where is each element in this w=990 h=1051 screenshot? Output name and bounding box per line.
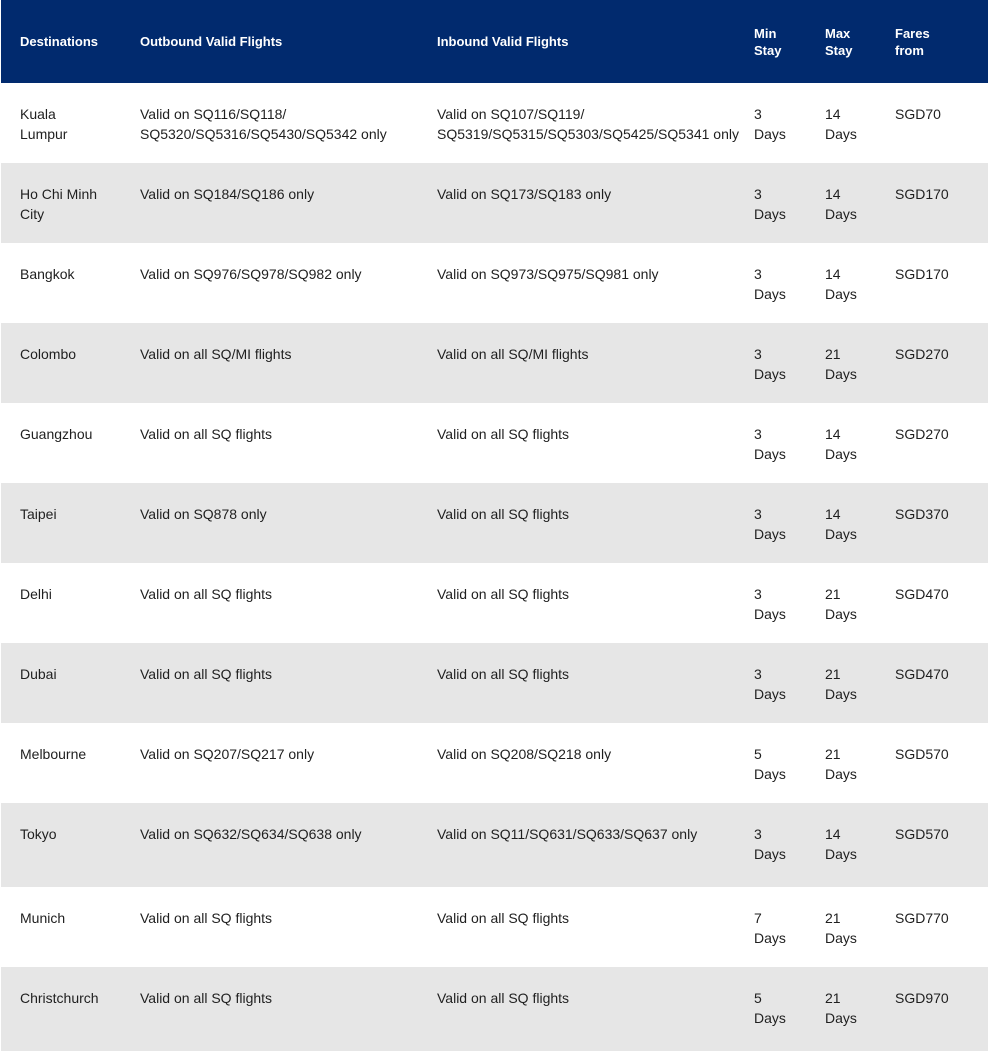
- destination-cell: [1, 403, 121, 483]
- max-stay-cell: [824, 483, 895, 563]
- outbound-line2: SQ5320/SQ5316/SQ5430/SQ5342 only: [140, 126, 387, 142]
- inbound-line1: Valid on SQ973/SQ975/SQ981 only: [437, 266, 659, 282]
- max-stay-unit: Days: [825, 686, 857, 702]
- max-stay-value: 14: [825, 106, 841, 122]
- outbound-cell: [121, 323, 418, 403]
- min-stay-value: 3: [754, 506, 762, 522]
- fares-table: [1, 0, 988, 1051]
- max-stay-value: 21: [825, 346, 841, 362]
- destination-line1: Tokyo: [20, 826, 57, 842]
- outbound-line1: Valid on SQ878 only: [140, 506, 267, 522]
- destination-cell: [1, 163, 121, 243]
- min-stay-value: 7: [754, 910, 762, 926]
- table-body: [1, 83, 988, 1051]
- max-stay-value: 21: [825, 990, 841, 1006]
- header-inbound: Inbound Valid Flights: [437, 34, 569, 49]
- fare-cell: [895, 887, 988, 967]
- inbound-cell: [418, 967, 753, 1051]
- max-stay-unit: Days: [825, 846, 857, 862]
- max-stay-unit: Days: [825, 446, 857, 462]
- min-stay-value: 3: [754, 106, 762, 122]
- min-stay-value: 3: [754, 426, 762, 442]
- fare-cell: [895, 723, 988, 803]
- min-stay-unit: Days: [754, 1010, 786, 1026]
- outbound-cell: [121, 723, 418, 803]
- min-stay-unit: Days: [754, 846, 786, 862]
- inbound-line1: Valid on all SQ flights: [437, 586, 570, 602]
- min-stay-unit: Days: [754, 606, 786, 622]
- max-stay-unit: Days: [825, 286, 857, 302]
- min-stay-cell: [753, 803, 824, 887]
- outbound-cell: [121, 643, 418, 723]
- fare-value: SGD270: [895, 346, 949, 362]
- table-row: [1, 967, 988, 1051]
- min-stay-cell: [753, 403, 824, 483]
- outbound-line1: Valid on all SQ flights: [140, 586, 273, 602]
- fare-cell: [895, 483, 988, 563]
- destination-cell: [1, 483, 121, 563]
- min-stay-unit: Days: [754, 766, 786, 782]
- max-stay-unit: Days: [825, 766, 857, 782]
- min-stay-cell: [753, 243, 824, 323]
- header-min-stay-line1: Min: [754, 25, 777, 41]
- fare-cell: [895, 243, 988, 323]
- max-stay-unit: Days: [825, 206, 857, 222]
- destination-line1: Guangzhou: [20, 426, 93, 442]
- destination-line1: Delhi: [20, 586, 52, 602]
- outbound-cell: [121, 403, 418, 483]
- destination-cell: [1, 243, 121, 323]
- fare-cell: [895, 803, 988, 887]
- fare-cell: [895, 403, 988, 483]
- min-stay-value: 5: [754, 746, 762, 762]
- max-stay-value: 14: [825, 186, 841, 202]
- header-max-stay: [824, 0, 895, 83]
- max-stay-unit: Days: [825, 1010, 857, 1026]
- destination-cell: [1, 83, 121, 163]
- destination-line1: Dubai: [20, 666, 57, 682]
- fare-cell: [895, 643, 988, 723]
- outbound-line1: Valid on all SQ/MI flights: [140, 346, 292, 362]
- min-stay-cell: [753, 483, 824, 563]
- header-fares-line1: Fares: [895, 25, 930, 41]
- min-stay-value: 3: [754, 586, 762, 602]
- max-stay-unit: Days: [825, 526, 857, 542]
- destination-line2: Lumpur: [20, 126, 68, 142]
- outbound-cell: [121, 967, 418, 1051]
- table-row: [1, 803, 988, 887]
- table-row: [1, 643, 988, 723]
- min-stay-unit: Days: [754, 366, 786, 382]
- destination-line1: Colombo: [20, 346, 77, 362]
- destination-line2: City: [20, 206, 45, 222]
- destination-cell: [1, 967, 121, 1051]
- table-row: [1, 723, 988, 803]
- header-fares-line2: from: [895, 42, 924, 58]
- destination-cell: [1, 887, 121, 967]
- max-stay-value: 14: [825, 506, 841, 522]
- fare-value: SGD470: [895, 586, 949, 602]
- fare-value: SGD470: [895, 666, 949, 682]
- outbound-line1: Valid on SQ116/SQ118/: [140, 106, 287, 122]
- outbound-line1: Valid on all SQ flights: [140, 910, 273, 926]
- outbound-cell: [121, 163, 418, 243]
- max-stay-cell: [824, 887, 895, 967]
- inbound-line1: Valid on all SQ flights: [437, 666, 570, 682]
- min-stay-value: 3: [754, 826, 762, 842]
- fare-value: SGD570: [895, 826, 949, 842]
- min-stay-unit: Days: [754, 206, 786, 222]
- max-stay-value: 21: [825, 746, 841, 762]
- inbound-cell: [418, 803, 753, 887]
- inbound-line1: Valid on SQ11/SQ631/SQ633/SQ637 only: [437, 826, 698, 842]
- fare-cell: [895, 967, 988, 1051]
- min-stay-cell: [753, 563, 824, 643]
- inbound-cell: [418, 323, 753, 403]
- max-stay-cell: [824, 403, 895, 483]
- table-row: [1, 243, 988, 323]
- outbound-line1: Valid on all SQ flights: [140, 666, 273, 682]
- max-stay-unit: Days: [825, 930, 857, 946]
- header-outbound: Outbound Valid Flights: [140, 34, 283, 49]
- inbound-cell: [418, 83, 753, 163]
- min-stay-unit: Days: [754, 446, 786, 462]
- max-stay-cell: [824, 723, 895, 803]
- header-destinations: Destinations: [20, 34, 99, 49]
- inbound-cell: [418, 243, 753, 323]
- min-stay-cell: [753, 967, 824, 1051]
- inbound-cell: [418, 887, 753, 967]
- inbound-cell: [418, 563, 753, 643]
- min-stay-unit: Days: [754, 686, 786, 702]
- inbound-line1: Valid on all SQ flights: [437, 506, 570, 522]
- fare-cell: [895, 163, 988, 243]
- min-stay-unit: Days: [754, 930, 786, 946]
- header-max-stay-line2: Stay: [825, 42, 853, 58]
- table-row: [1, 83, 988, 163]
- header-min-stay: [753, 0, 824, 83]
- fare-value: SGD70: [895, 106, 941, 122]
- destination-line1: Christchurch: [20, 990, 99, 1006]
- outbound-line1: Valid on all SQ flights: [140, 426, 273, 442]
- destination-line1: Melbourne: [20, 746, 87, 762]
- min-stay-unit: Days: [754, 126, 786, 142]
- fare-value: SGD570: [895, 746, 949, 762]
- table-row: [1, 403, 988, 483]
- max-stay-unit: Days: [825, 606, 857, 622]
- max-stay-value: 21: [825, 666, 841, 682]
- destination-cell: [1, 803, 121, 887]
- fare-value: SGD770: [895, 910, 949, 926]
- inbound-line1: Valid on SQ173/SQ183 only: [437, 186, 612, 202]
- min-stay-cell: [753, 643, 824, 723]
- inbound-cell: [418, 643, 753, 723]
- max-stay-cell: [824, 163, 895, 243]
- max-stay-cell: [824, 323, 895, 403]
- fare-cell: [895, 83, 988, 163]
- min-stay-cell: [753, 323, 824, 403]
- inbound-cell: [418, 163, 753, 243]
- max-stay-value: 21: [825, 910, 841, 926]
- max-stay-unit: Days: [825, 366, 857, 382]
- min-stay-cell: [753, 723, 824, 803]
- table-row: [1, 323, 988, 403]
- outbound-cell: [121, 243, 418, 323]
- max-stay-value: 14: [825, 426, 841, 442]
- destination-cell: [1, 643, 121, 723]
- max-stay-unit: Days: [825, 126, 857, 142]
- outbound-cell: [121, 563, 418, 643]
- min-stay-cell: [753, 83, 824, 163]
- fare-value: SGD170: [895, 186, 949, 202]
- min-stay-value: 5: [754, 990, 762, 1006]
- outbound-cell: [121, 803, 418, 887]
- outbound-line1: Valid on all SQ flights: [140, 990, 273, 1006]
- table-row: [1, 563, 988, 643]
- outbound-cell: [121, 83, 418, 163]
- fare-value: SGD170: [895, 266, 949, 282]
- outbound-line1: Valid on SQ976/SQ978/SQ982 only: [140, 266, 362, 282]
- inbound-line1: Valid on SQ208/SQ218 only: [437, 746, 612, 762]
- max-stay-cell: [824, 243, 895, 323]
- fare-cell: [895, 563, 988, 643]
- max-stay-value: 14: [825, 266, 841, 282]
- max-stay-cell: [824, 643, 895, 723]
- inbound-line1: Valid on all SQ flights: [437, 910, 570, 926]
- min-stay-value: 3: [754, 186, 762, 202]
- outbound-line1: Valid on SQ632/SQ634/SQ638 only: [140, 826, 362, 842]
- inbound-line1: Valid on all SQ/MI flights: [437, 346, 589, 362]
- outbound-line1: Valid on SQ207/SQ217 only: [140, 746, 315, 762]
- inbound-cell: [418, 403, 753, 483]
- min-stay-cell: [753, 163, 824, 243]
- max-stay-value: 21: [825, 586, 841, 602]
- header-min-stay-line2: Stay: [754, 42, 782, 58]
- min-stay-value: 3: [754, 346, 762, 362]
- min-stay-unit: Days: [754, 526, 786, 542]
- max-stay-cell: [824, 967, 895, 1051]
- fare-value: SGD370: [895, 506, 949, 522]
- inbound-line1: Valid on all SQ flights: [437, 990, 570, 1006]
- min-stay-value: 3: [754, 666, 762, 682]
- table-header: [1, 0, 988, 83]
- header-row: [1, 0, 988, 83]
- destination-cell: [1, 723, 121, 803]
- inbound-line1: Valid on all SQ flights: [437, 426, 570, 442]
- destination-line1: Ho Chi Minh: [20, 186, 98, 202]
- destination-cell: [1, 563, 121, 643]
- min-stay-value: 3: [754, 266, 762, 282]
- fare-value: SGD270: [895, 426, 949, 442]
- outbound-cell: [121, 483, 418, 563]
- max-stay-value: 14: [825, 826, 841, 842]
- inbound-line1: Valid on SQ107/SQ119/: [437, 106, 585, 122]
- inbound-line2: SQ5319/SQ5315/SQ5303/SQ5425/SQ5341 only: [437, 126, 739, 142]
- destination-line1: Bangkok: [20, 266, 75, 282]
- table-row: [1, 887, 988, 967]
- min-stay-unit: Days: [754, 286, 786, 302]
- destination-cell: [1, 323, 121, 403]
- header-max-stay-line1: Max: [825, 25, 851, 41]
- outbound-line1: Valid on SQ184/SQ186 only: [140, 186, 315, 202]
- min-stay-cell: [753, 887, 824, 967]
- outbound-cell: [121, 887, 418, 967]
- fare-value: SGD970: [895, 990, 949, 1006]
- max-stay-cell: [824, 563, 895, 643]
- destination-line1: Kuala: [20, 106, 56, 122]
- fare-cell: [895, 323, 988, 403]
- max-stay-cell: [824, 803, 895, 887]
- inbound-cell: [418, 723, 753, 803]
- header-fares-from: [895, 0, 988, 83]
- max-stay-cell: [824, 83, 895, 163]
- table-row: [1, 483, 988, 563]
- destination-line1: Munich: [20, 910, 66, 926]
- inbound-cell: [418, 483, 753, 563]
- table-row: [1, 163, 988, 243]
- destination-line1: Taipei: [20, 506, 57, 522]
